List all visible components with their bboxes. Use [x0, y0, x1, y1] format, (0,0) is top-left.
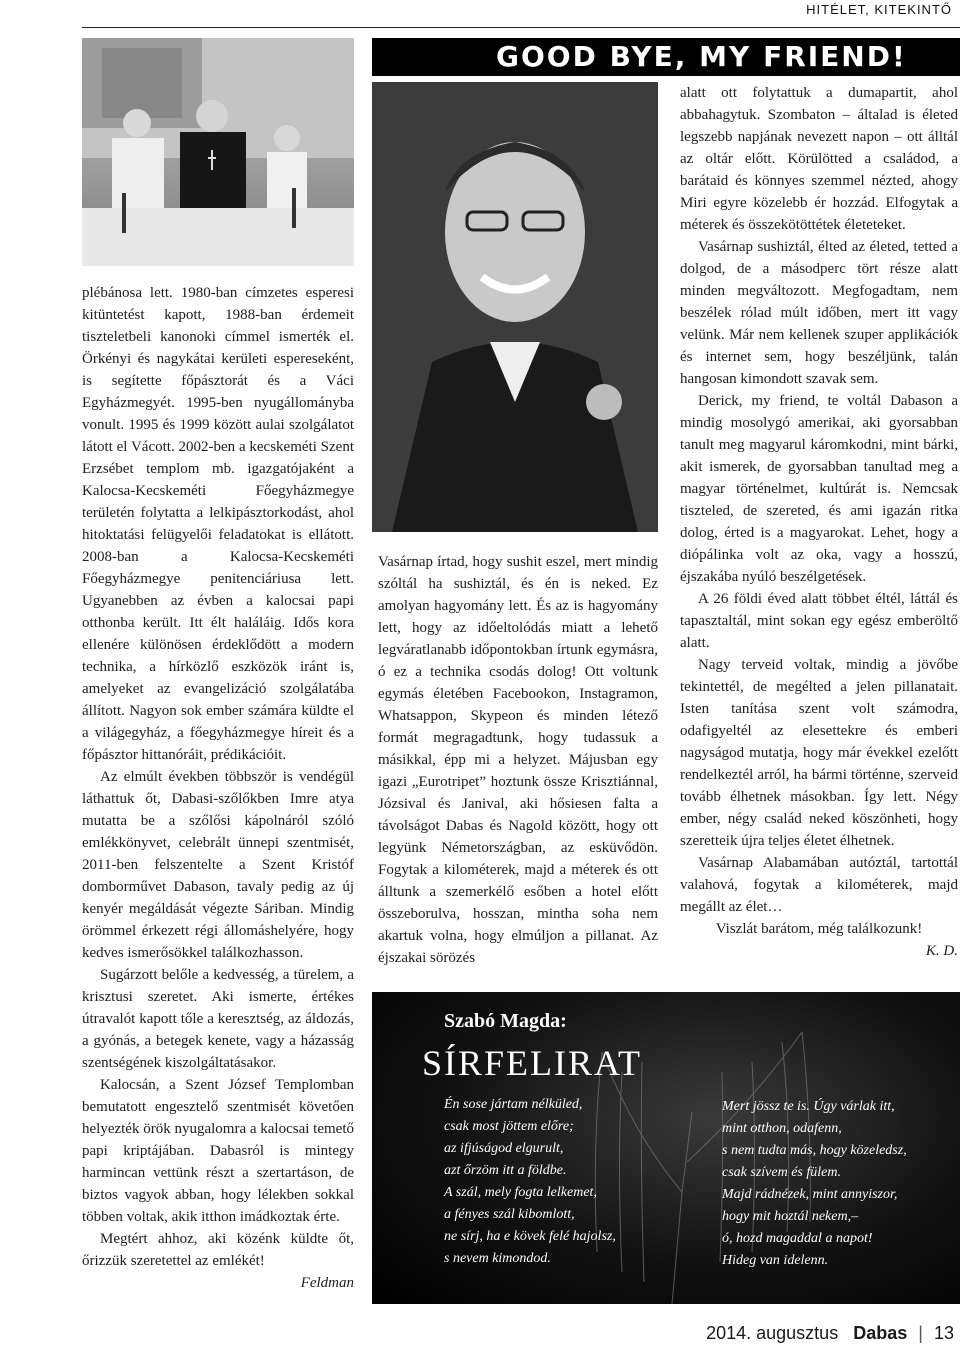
- poem-author: Szabó Magda:: [444, 1010, 567, 1032]
- col1-signature: Feldman: [300, 1275, 354, 1291]
- poem-line: s nem tudta más, hogy közeledsz,: [722, 1143, 907, 1158]
- footer-separator: |: [918, 1323, 923, 1343]
- obituary-column-3: [680, 82, 958, 962]
- poem-box: [372, 992, 960, 1304]
- col3-paragraph: Nagy terveid voltak, mindig a jövőbe tekintettél, de megélted a jelen pillanatait. Isten tanítása szent volt számodra, odafigyeltél az elesettekre és emberi nagyságod mutatja, hogy már évekkel ezelőtt rendelkeztél arról, ha bármi történne, szerveid tovább élhetnek másokban. Így lett. Négy ember, négy család neked köszönheti, hogy szeretteik újra teljes életet élhetnek.: [680, 657, 958, 849]
- page-footer: [706, 1323, 954, 1344]
- col3-paragraph: Derick, my friend, te voltál Dabason a mindig mosolygó amerikai, aki gyorsabban tanult meg magyarul káromkodni, mint bárki, akit ismerek, de gyorsabban tanultad meg a magyar történelmet, kultúrát is. Nemcsak tiszteled, de szereted, és ami igazán ritka dolog, érted is a magyarokat. Lehet, hogy a diópálinka volt az oka, vagy a hosszú, éjszakába nyúló beszélgetések.: [680, 393, 958, 585]
- col3-signature: K. D.: [925, 943, 958, 959]
- poem-line: Én sose jártam nélküled,: [444, 1097, 583, 1112]
- poem-line: ó, hozd magaddal a napot!: [722, 1231, 873, 1246]
- poem-line: csak most jöttem előre;: [444, 1119, 574, 1134]
- poem-title: SÍRFELIRAT: [422, 1043, 643, 1083]
- publication-name: Dabas: [853, 1323, 908, 1343]
- col1-paragraph: Megtért ahhoz, aki közénk küldte őt, őrizzük szeretettel az emlékét!: [82, 1231, 354, 1269]
- poem-line: a fényes szál kibomlott,: [444, 1207, 575, 1222]
- poem-line: hogy mit hoztál nekem,–: [722, 1209, 859, 1224]
- poem-line: az ifjúságod elgurult,: [444, 1141, 564, 1156]
- poem-line: csak szívem és fülem.: [722, 1165, 841, 1180]
- poem-stanza-right: [722, 1096, 907, 1272]
- poem-line: Hideg van idelenn.: [722, 1253, 829, 1268]
- article-headline: GOOD BYE, MY FRIEND!: [372, 38, 960, 76]
- col3-paragraph: A 26 földi éved alatt többet éltél, láttál és tapasztaltál, mint sokan egy egész emberöltő alatt.: [680, 591, 958, 651]
- col3-paragraph: Vasárnap sushiztál, élted az életed, tetted a dolgod, de a másodperc tört része alatt minden megváltozott. Megfogadtam, nem beszélek rólad múlt időben, mert itt vagy velünk. Már nem kellenek szuper applikációk és internet sem, hogy beszéljünk, talán hangosan kimondott szavak sem.: [680, 239, 958, 387]
- col3-paragraph: alatt ott folytattuk a dumapartit, ahol abbahagytuk. Szombaton – általad is életed legszebb napjának nevezett napon – ott álltál az oltár előtt. Körülötted a családod, a barátaid és könnyes szemmel nézted, ahogy Miri egyre közelebb ér hozzád. Elfogytak a méterek és összekötöttétek életeteket.: [680, 85, 958, 233]
- col1-paragraph: Az elmúlt években többször is vendégül láthattuk őt, Dabasi-szőlőkben Imre atya mutatta be a szőlősi kápolnáról szóló emlékkönyvet, celebrált ünnepi szentmisét, 2011-ben felszentelte a Szent Kristóf domborművet Dabason, tavaly pedig az új kenyér megáldását végezte Sáriban. Mindig örömmel érkezett régi állomáshelyére, hogy kedves ismerősökkel találkozhasson.: [82, 769, 354, 961]
- church-mass-photo: [82, 38, 354, 266]
- header-rule: [82, 27, 960, 28]
- col3-paragraph: Vasárnap Alabamában autóztál, tartottál valahová, fogytak a kilométerek, majd megállt az élet…: [680, 855, 958, 915]
- poem-line: ne sírj, ha e kövek felé hajolsz,: [444, 1229, 616, 1244]
- section-label: HITÉLET, KITEKINTŐ: [806, 2, 952, 17]
- col1-paragraph: Sugárzott belőle a kedvesség, a türelem, a krisztusi szeretet. Aki ismerte, értékes útravalót kapott tőle a keresztség, az áldozás, a gyónás, a betegek kenete, vagy a házasság szentségének kiszolgáltatásakor.: [82, 967, 354, 1071]
- poem-line: A szál, mely fogta lelkemet,: [444, 1185, 597, 1200]
- poem-line: mint otthon, odafenn,: [722, 1121, 842, 1136]
- poem-line: Mert jössz te is. Úgy várlak itt,: [722, 1099, 895, 1114]
- issue-date: 2014. augusztus: [706, 1323, 839, 1343]
- col3-closing-line: Viszlát barátom, még találkozunk!: [715, 921, 923, 937]
- col2-paragraph: Vasárnap írtad, hogy sushit eszel, mert mindig szóltál ha sushiztál, és én is neked. Ez amolyan hagyomány lett. És az is hagyomány lett, hogy az időeltolódás miatt a lehető legváratlanabb időpontokban írtunk egymásra, ó ez a technika csodás dolog! Ott voltunk egymás életében Facebookon, Instagramon, Whatsappon, Skypeon és minden létező formát megragadtunk, hogy tudassuk a másikkal, épp mi a helyzet. Májusban egy igazi „Eurotripet” hoztunk össze Krisztiánnal, Józsival és Janival, aki hősiesen falta a távolságot Dabas és Nagold között, hogy ott legyünk Németországban, az esküvődön. Fogytak a kilométerek, majd a méterek és ott álltunk a szemerkélő esőben a hotel előtt összeborulva, hosszan, mintha soha nem akartuk volna, hogy elmúljon a pillanat. Az éjszakai sörözés: [378, 554, 658, 966]
- poem-line: azt őrzöm itt a földbe.: [444, 1163, 567, 1178]
- obituary-column-1: [82, 282, 354, 1294]
- page-number: 13: [933, 1323, 954, 1343]
- portrait-photo: [372, 82, 658, 532]
- col1-paragraph: plébánosa lett. 1980-ban címzetes esperesi kitüntetést kapott, 1988-ban érdemeit tiszteletbeli kanonoki címmel ismerték el. Örkényi és nagykátai kerületi espereseként, is segítette főpásztorát és a Váci Egyházmegyét. 1995-ben nyugállományba vonult. 1995 és 1999 között aulai szolgálatot látott el Vácott. 2002-ben a kecskeméti Szent Erzsébet templom mb. igazgatójaként a Kalocsa-Kecskeméti Főegyházmegye területén folytatta a lelkipásztorkodást, ahol hitoktatási felügyelői feladatokat is ellátott. 2008-ban a Kalocsa-Kecskeméti Főegyházmegye penitenciáriusa lett. Ugyanebben az évben a kalocsai papi otthonba került. Itt élt haláláig. Idős kora ellenére különösen érdeklődött a modern technika, a hírközlő eszközök iránt is, amelyeket az evangelizáció szolgálatába állított. Nagyon sok ember számára küldte el a világegyház, a főegyházmegye híreit és a főpásztor hittanóráit, prédikációit.: [82, 285, 354, 763]
- poem-line: Majd rádnézek, mint annyiszor,: [722, 1187, 898, 1202]
- poem-line: s nevem kimondod.: [444, 1251, 551, 1266]
- col1-paragraph: Kalocsán, a Szent József Templomban bemutatott engesztelő szentmisét követően helyezték örök nyugalomra a kalocsai temető papi kriptájában. Dabasról is mintegy harmincan vettünk részt a szertartáson, de biztos vagyok abban, hogy lélekben sokkal többen voltak, akik itthon imádkoztak érte.: [82, 1077, 354, 1225]
- poem-stanza-left: [444, 1094, 616, 1270]
- obituary-column-2: [378, 551, 658, 969]
